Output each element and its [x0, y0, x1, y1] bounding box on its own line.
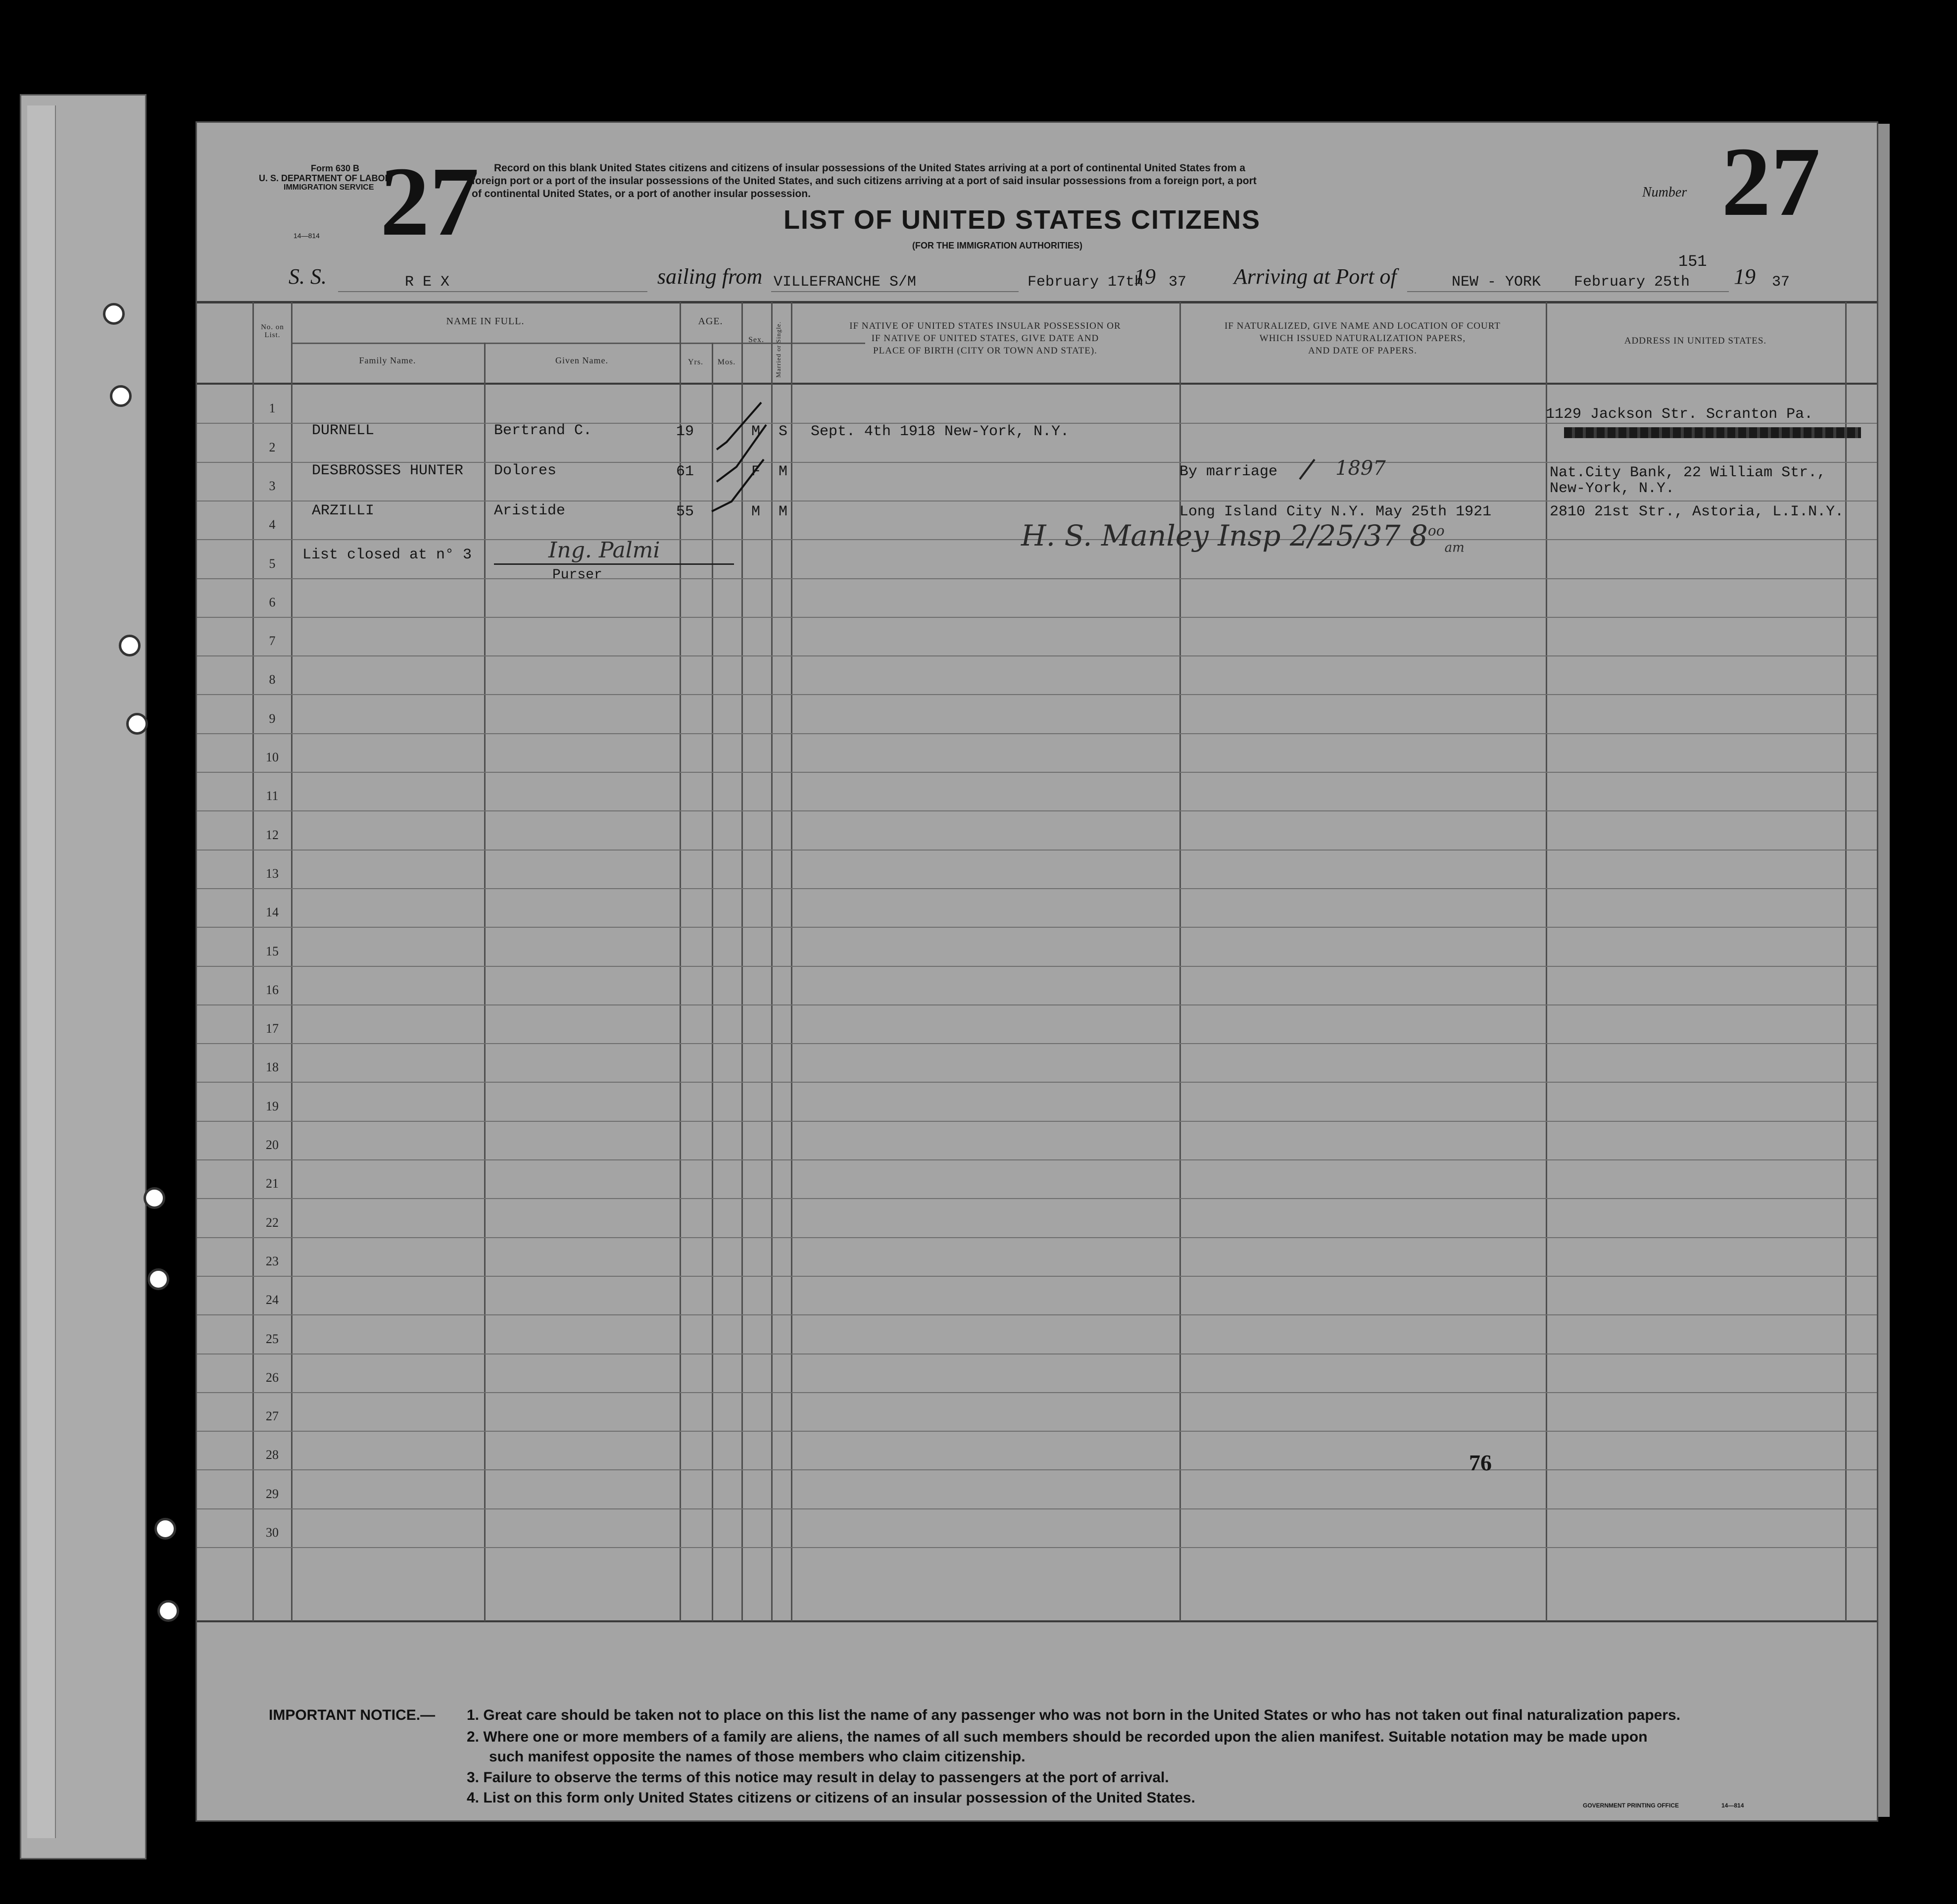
col-line	[771, 302, 773, 1621]
row-line	[197, 810, 1878, 811]
address-line-2: New-York, N.Y.	[1550, 480, 1675, 497]
row-line	[197, 694, 1878, 695]
naturalization: Long Island City N.Y. May 25th 1921	[1179, 503, 1492, 520]
row-line	[197, 1469, 1878, 1470]
row-line	[197, 1353, 1878, 1354]
row-number: 9	[269, 711, 276, 726]
col-line	[791, 302, 792, 1621]
row-number: 29	[266, 1487, 279, 1501]
binder-strip	[20, 94, 147, 1859]
port-from: VILLEFRANCHE S/M	[774, 274, 917, 291]
signature-line	[494, 563, 734, 565]
row-line	[197, 850, 1878, 851]
row-number: 23	[266, 1254, 279, 1268]
inspector-signature-text: H. S. Manley Insp 2/25/37 8	[1021, 519, 1428, 552]
row-number: 11	[266, 789, 279, 803]
given-name: Dolores	[494, 462, 557, 479]
header-yrs: Yrs.	[687, 358, 704, 366]
binder-hole	[157, 1600, 179, 1622]
row-line	[197, 655, 1878, 656]
list-closed-text: List closed at n° 3	[302, 547, 472, 563]
inspector-time-sup: oo	[1427, 522, 1445, 539]
row-line	[197, 1159, 1878, 1160]
marital-status: M	[779, 463, 788, 480]
row-line	[197, 1121, 1878, 1122]
row-number: 4	[269, 517, 276, 532]
row-number: 16	[266, 983, 279, 997]
notice-item-2: 2. Where one or more members of a family are aliens, the names of all such members should be recorded upon the alien manifest. Suitable notation may be made upon	[467, 1729, 1648, 1745]
family-name: DESBROSSES HUNTER	[312, 462, 464, 479]
page-title: LIST OF UNITED STATES CITIZENS	[783, 205, 1261, 235]
notice-item-2-cont: such manifest opposite the names of those members who claim citizenship.	[489, 1749, 1026, 1765]
service: IMMIGRATION SERVICE	[284, 183, 374, 192]
header-name-in-full: NAME IN FULL.	[446, 316, 525, 327]
row-line	[197, 1276, 1878, 1277]
col-line	[1845, 302, 1847, 1621]
header-given-name: Given Name.	[555, 355, 608, 365]
row-number: 14	[266, 905, 279, 919]
fill-line	[338, 291, 647, 292]
row-line	[197, 966, 1878, 967]
row-number: 17	[266, 1021, 279, 1036]
row-line	[197, 1547, 1878, 1548]
row-number: 27	[266, 1409, 279, 1423]
row-number: 7	[269, 634, 276, 648]
header-address: ADDRESS IN UNITED STATES.	[1624, 336, 1767, 346]
instruction-line-3: of continental United States, or a port of another insular possession.	[472, 188, 811, 200]
binder-hole	[147, 1268, 169, 1290]
row-number: 24	[266, 1293, 279, 1307]
sex: M	[751, 503, 761, 520]
header-birth-line-3: PLACE OF BIRTH (CITY OR TOWN AND STATE).	[873, 346, 1097, 356]
form-number: Form 630 B	[311, 163, 360, 173]
address: Nat.City Bank, 22 William Str.,	[1550, 464, 1826, 481]
table-bottom-border	[197, 1620, 1878, 1622]
row-line	[197, 888, 1878, 889]
marital-status: M	[779, 503, 788, 520]
age-years: 19	[676, 423, 694, 440]
address: 1129 Jackson Str. Scranton Pa.	[1546, 406, 1813, 423]
binder-hole	[144, 1187, 165, 1209]
col-line	[1179, 302, 1181, 1621]
given-name: Bertrand C.	[494, 422, 592, 439]
row-number: 13	[266, 866, 279, 881]
form-code: 14—814	[294, 232, 320, 240]
year-to: 37	[1772, 274, 1790, 291]
manifest-page	[196, 121, 1878, 1822]
row-line	[197, 1431, 1878, 1432]
row-number: 25	[266, 1332, 279, 1346]
birth-date-place: Sept. 4th 1918 New-York, N.Y.	[811, 423, 1070, 440]
age-years: 55	[676, 503, 694, 520]
family-name: DURNELL	[312, 422, 375, 439]
page-subtitle: (FOR THE IMMIGRATION AUTHORITIES)	[912, 241, 1082, 251]
ss-label: S. S.	[289, 264, 327, 289]
fill-line	[1407, 291, 1729, 292]
struck-out-text	[1564, 427, 1861, 438]
port-to: NEW - YORK	[1452, 274, 1541, 291]
binder-strip-inner	[27, 105, 56, 1838]
header-natz-line-2: WHICH ISSUED NATURALIZATION PAPERS,	[1259, 333, 1466, 344]
header-bottom-border	[197, 383, 1878, 385]
row-line	[197, 1392, 1878, 1393]
naturalization: By marriage	[1179, 463, 1278, 480]
department: U. S. DEPARTMENT OF LABOR	[259, 173, 391, 183]
row-number: 1	[269, 401, 276, 415]
row-line	[197, 617, 1878, 618]
table-top-border	[197, 301, 1878, 303]
page-stamp: 76	[1469, 1450, 1492, 1475]
header-sex: Sex.	[748, 336, 764, 344]
date-to: February 25th	[1574, 274, 1690, 291]
col-line	[484, 343, 486, 1621]
inspector-signature	[1021, 519, 1465, 555]
instruction-line-2: foreign port or a port of the insular possessions of the United States, and such citizens arriving at a port of said insular possessions from a foreign port, a port	[472, 175, 1257, 187]
row-number: 22	[266, 1215, 279, 1230]
row-number: 20	[266, 1138, 279, 1152]
stamp-151: 151	[1678, 252, 1707, 271]
header-no-on-list: No. on List.	[261, 323, 284, 339]
row-number: 6	[269, 595, 276, 609]
row-line	[197, 1237, 1878, 1238]
date-from: February 17th	[1027, 274, 1144, 291]
row-number: 3	[269, 479, 276, 493]
printer-code: 14—814	[1721, 1802, 1744, 1809]
ship-name: R E X	[405, 274, 450, 291]
row-number: 8	[269, 672, 276, 687]
row-number: 12	[266, 828, 279, 842]
binder-hole	[110, 385, 132, 407]
notice-item-3: 3. Failure to observe the terms of this notice may result in delay to passengers at the port of arrival.	[467, 1769, 1169, 1786]
sex: F	[751, 463, 761, 480]
arriving-label: Arriving at Port of	[1234, 264, 1397, 289]
row-line	[197, 1198, 1878, 1199]
binder-hole	[154, 1518, 176, 1540]
col-line	[1546, 302, 1547, 1621]
header-age: AGE.	[698, 316, 723, 327]
handwritten-tick	[1295, 457, 1320, 482]
row-number: 5	[269, 556, 276, 571]
address: 2810 21st Str., Astoria, L.I.N.Y.	[1550, 503, 1844, 520]
header-family-name: Family Name.	[359, 355, 416, 365]
row-number: 18	[266, 1060, 279, 1074]
inspector-time-sub: am	[1444, 540, 1465, 555]
row-line	[197, 772, 1878, 773]
year-from: 37	[1169, 274, 1187, 291]
year-prefix-from: 19	[1134, 264, 1156, 289]
row-line	[197, 927, 1878, 928]
row-number: 19	[266, 1099, 279, 1113]
fill-line	[771, 291, 1019, 292]
notice-heading: IMPORTANT NOTICE.—	[269, 1707, 436, 1723]
row-number: 10	[266, 750, 279, 764]
header-natz-line-3: AND DATE OF PAPERS.	[1308, 346, 1417, 356]
number-label: Number	[1642, 185, 1687, 200]
year-prefix-to: 19	[1734, 264, 1756, 289]
marital-status: S	[779, 423, 788, 440]
row-line	[197, 1508, 1878, 1509]
row-number: 28	[266, 1448, 279, 1462]
row-number: 21	[266, 1176, 279, 1191]
instruction-line-1: Record on this blank United States citizens and citizens of insular possessions of the United States arriving at a port of continental United States from a	[494, 162, 1246, 174]
binder-hole	[126, 713, 148, 735]
row-number: 30	[266, 1525, 279, 1540]
sex: M	[751, 423, 761, 440]
given-name: Aristide	[494, 502, 566, 519]
row-line	[197, 1004, 1878, 1005]
row-line	[197, 733, 1878, 734]
row-number: 26	[266, 1370, 279, 1385]
marriage-year: 1897	[1335, 457, 1386, 480]
notice-item-4: 4. List on this form only United States citizens or citizens of an insular possession of the United States.	[467, 1790, 1195, 1806]
purser-signature: Ing. Palmi	[548, 538, 660, 563]
binder-hole	[103, 303, 125, 325]
age-years: 61	[676, 463, 694, 480]
header-married-single: Married or Single.	[775, 321, 782, 378]
check-marks	[707, 390, 771, 519]
printer-name: GOVERNMENT PRINTING OFFICE	[1583, 1802, 1679, 1809]
row-line	[197, 1043, 1878, 1044]
row-line	[197, 1082, 1878, 1083]
purser-label: Purser	[552, 567, 602, 583]
binder-hole	[119, 635, 141, 656]
col-line	[712, 343, 713, 1621]
row-number: 15	[266, 944, 279, 958]
notice-item-1: 1. Great care should be taken not to place on this list the name of any passenger who was not born in the United States or who has not taken out final naturalization papers.	[467, 1707, 1681, 1723]
header-natz-line-1: IF NATURALIZED, GIVE NAME AND LOCATION OF COURT	[1224, 321, 1501, 331]
header-birth-line-1: IF NATIVE OF UNITED STATES INSULAR POSSESSION OR	[849, 321, 1121, 331]
family-name: ARZILLI	[312, 502, 375, 519]
row-number: 2	[269, 440, 276, 454]
sailing-label: sailing from	[657, 264, 763, 289]
form-serial-number: 27	[1721, 127, 1820, 237]
col-line	[680, 302, 681, 1621]
stamp-number: 27	[380, 147, 479, 256]
row-line	[197, 578, 1878, 579]
row-line	[197, 1314, 1878, 1315]
header-birth-line-2: IF NATIVE OF UNITED STATES, GIVE DATE AND	[871, 333, 1099, 344]
header-mos: Mos.	[717, 358, 736, 366]
